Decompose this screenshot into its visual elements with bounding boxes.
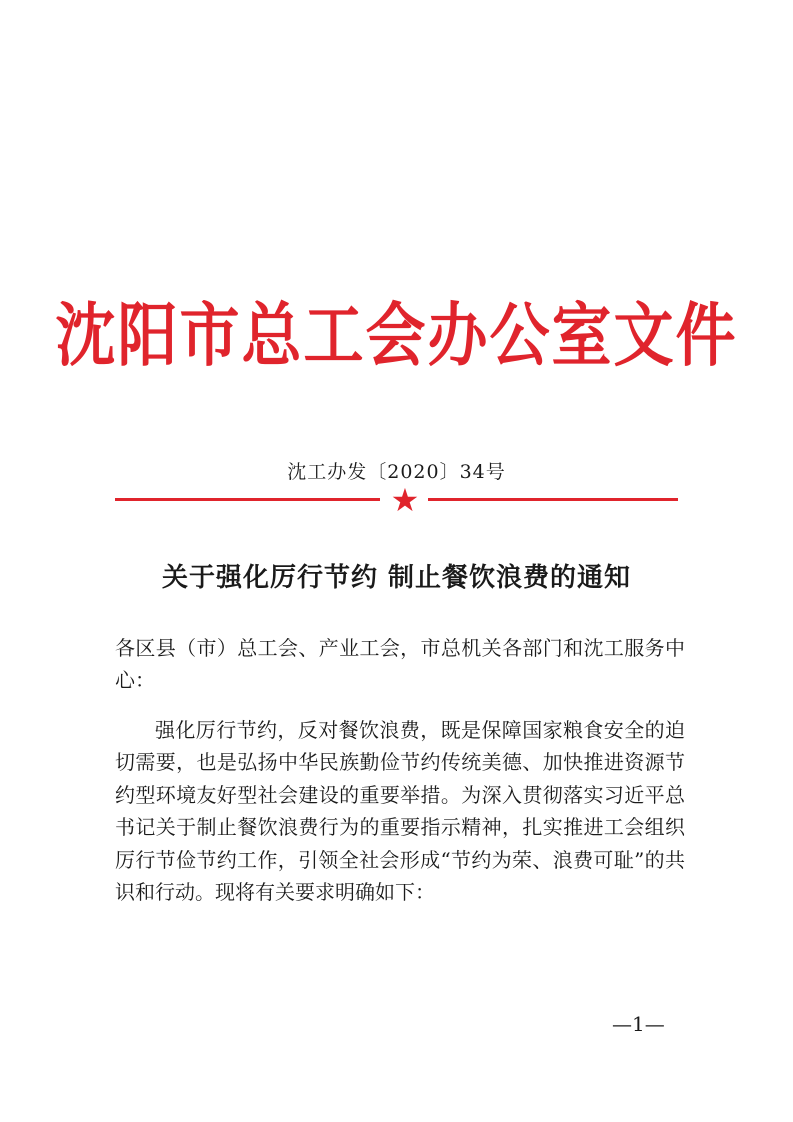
red-divider-left <box>115 498 380 501</box>
page-number: —1— <box>612 1012 665 1036</box>
body-paragraph: 强化厉行节约，反对餐饮浪费，既是保障国家粮食安全的迫切需要，也是弘扬中华民族勤俭节约传统美德、加快推进资源节约型环境友好型社会建设的重要举措。为深入贯彻落实习近平总书记关于制止餐饮浪费行为的重要指示精神，扎实推进工会组织厉行节俭节约工作，引领全社会形成“节约为荣、浪费可耻”的共识和行动。现将有关要求明确如下： <box>115 718 685 905</box>
red-divider-right <box>428 498 678 501</box>
star-icon: ★ <box>390 481 420 519</box>
document-number: 沈工办发〔2020〕34号 <box>287 461 506 483</box>
salutation: 各区县（市）总工会、产业工会，市总机关各部门和沈工服务中心： <box>115 636 685 693</box>
notice-title: 关于强化厉行节约 制止餐饮浪费的通知 <box>161 563 632 593</box>
masthead-title: 沈阳市总工会办公室文件 <box>55 295 738 377</box>
